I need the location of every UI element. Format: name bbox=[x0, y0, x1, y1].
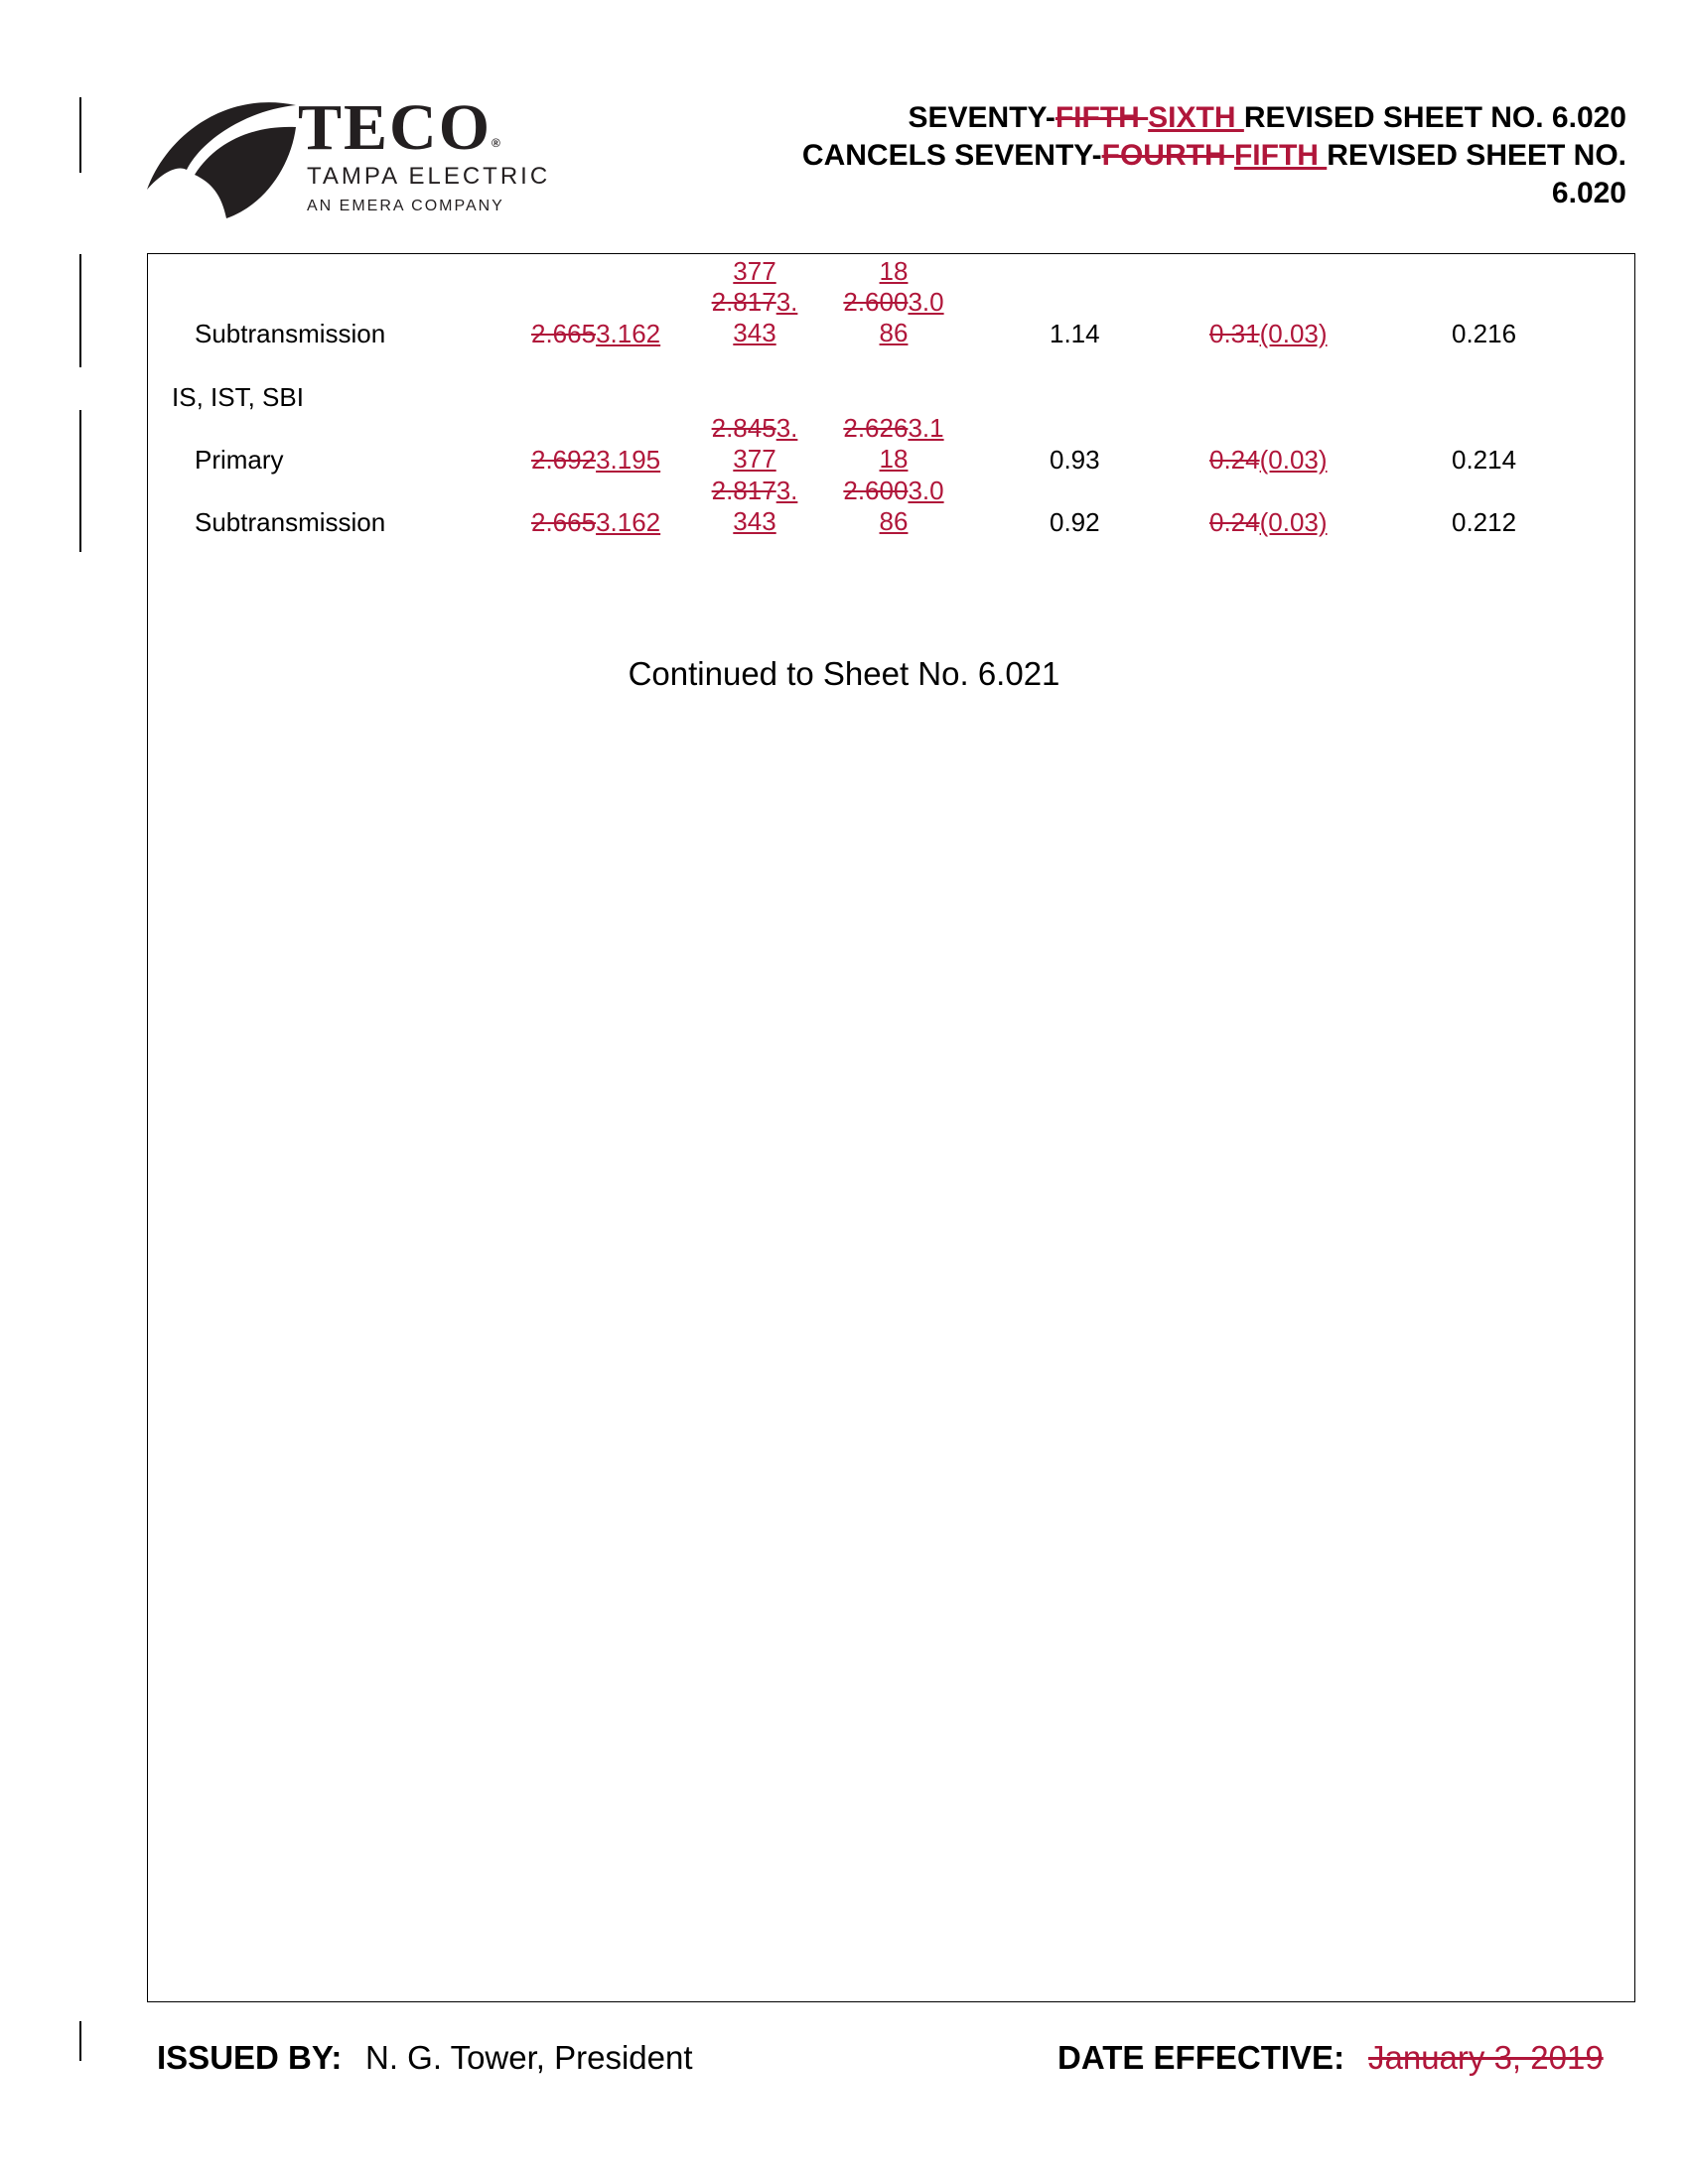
revision-bar-header bbox=[79, 97, 81, 173]
revision-bar-footer bbox=[79, 2021, 81, 2061]
row3-col4: 2.6003.0 86 bbox=[843, 476, 944, 536]
date-effective-value: January 3, 2019 bbox=[1368, 2039, 1604, 2076]
row3-col5: 0.92 bbox=[1050, 507, 1100, 537]
group-label: IS, IST, SBI bbox=[172, 382, 304, 412]
continued-note: Continued to Sheet No. 6.021 bbox=[628, 655, 1060, 692]
row1-col5: 1.14 bbox=[1050, 319, 1100, 348]
row1-col4: 2.6003.0 86 bbox=[843, 287, 944, 347]
row2-col6: 0.24(0.03) bbox=[1209, 445, 1328, 475]
row1-col7: 0.216 bbox=[1452, 319, 1517, 348]
logo-subtitle: TAMPA ELECTRIC bbox=[307, 163, 551, 190]
issued-by-value: N. G. Tower, President bbox=[365, 2039, 693, 2076]
row1-col3: 2.8173. 343 bbox=[711, 287, 798, 347]
row2-col7: 0.214 bbox=[1452, 445, 1517, 475]
fragment-col4: 18 bbox=[879, 256, 909, 286]
row1-col6: 0.31(0.03) bbox=[1209, 319, 1328, 348]
row3-col7: 0.212 bbox=[1452, 507, 1517, 537]
row3-col3: 2.8173. 343 bbox=[711, 476, 798, 536]
logo-tagline: AN EMERA COMPANY bbox=[307, 198, 504, 214]
row2-col2: 2.6923.195 bbox=[531, 445, 661, 475]
row2-col4: 2.6263.1 18 bbox=[843, 413, 944, 474]
row1-label: Subtransmission bbox=[195, 319, 386, 348]
sheet-title-line1: SEVENTY-FIFTH SIXTH REVISED SHEET NO. 6.020 bbox=[908, 101, 1626, 134]
row3-col6: 0.24(0.03) bbox=[1209, 507, 1328, 537]
row3-label: Subtransmission bbox=[195, 507, 386, 537]
sheet-title-line2: CANCELS SEVENTY-FOURTH FIFTH REVISED SHEET NO. bbox=[801, 139, 1626, 172]
sheet-title-line3: 6.020 bbox=[1551, 177, 1626, 209]
row2-col5: 0.93 bbox=[1050, 445, 1100, 475]
row3-col2: 2.6653.162 bbox=[531, 507, 661, 537]
logo-wordmark: TECO® bbox=[298, 91, 502, 164]
row2-col3: 2.8453. 377 bbox=[711, 413, 798, 474]
issued-by-label: ISSUED BY: bbox=[157, 2039, 343, 2076]
revision-bar-row2 bbox=[79, 410, 81, 552]
fragment-col3: 377 bbox=[733, 256, 776, 286]
row2-label: Primary bbox=[195, 445, 284, 475]
revision-bar-row1 bbox=[79, 254, 81, 367]
teco-logo-icon bbox=[147, 95, 296, 219]
row1-col2: 2.6653.162 bbox=[531, 319, 661, 348]
date-effective-label: DATE EFFECTIVE: bbox=[1057, 2039, 1345, 2076]
